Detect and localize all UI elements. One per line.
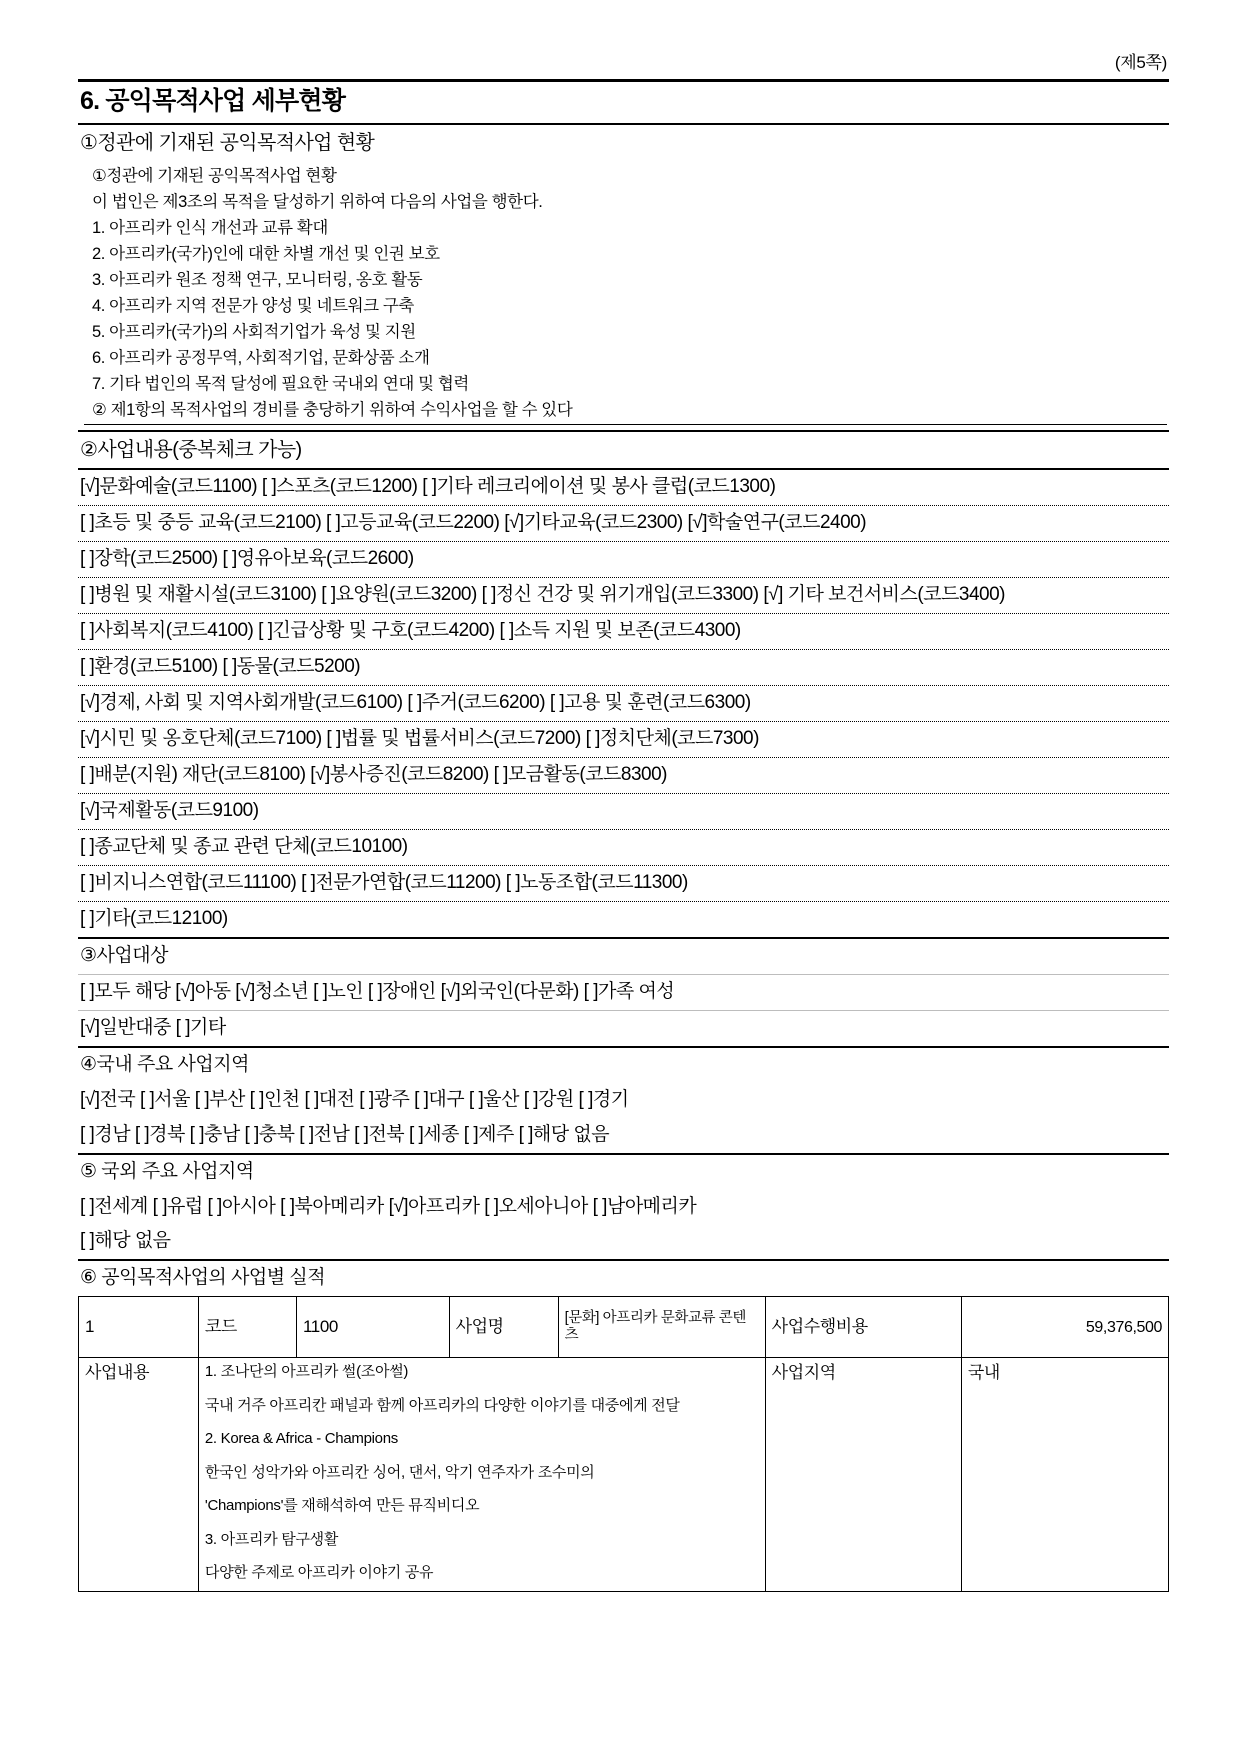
- section1-clause2: ② 제1항의 목적사업의 경비를 충당하기 위하여 수익사업을 할 수 있다: [84, 397, 1167, 425]
- section5-checkbox-row[interactable]: [ ]전세계 [ ]유럽 [ ]아시아 [ ]북아메리카 [√]아프리카 [ ]오세아니아 [ ]남아메리카: [80, 1195, 697, 1217]
- section3-heading: ③사업대상: [78, 939, 1169, 975]
- code-value-cell: 1100: [296, 1297, 449, 1358]
- page-marker: (제5쪽): [1114, 53, 1167, 72]
- detail-paragraph: 1. 조나단의 아프리카 썰(조아썰): [204, 1363, 409, 1381]
- section4-checkbox-row[interactable]: [√]전국 [ ]서울 [ ]부산 [ ]인천 [ ]대전 [ ]광주 [ ]대구 [ ]울산 [ ]강원 [ ]경기: [80, 1088, 629, 1110]
- section1-item: 4. 아프리카 지역 전문가 양성 및 네트워크 구축: [92, 296, 414, 315]
- section3-checkbox-row[interactable]: [ ]모두 해당 [√]아동 [√]청소년 [ ]노인 [ ]장애인 [√]외국인(다문화) [ ]가족 여성: [78, 975, 1169, 1011]
- code-label-cell: 코드: [198, 1297, 296, 1358]
- section2-checkbox-row[interactable]: [ ]배분(지원) 재단(코드8100) [√]봉사증진(코드8200) [ ]모금활동(코드8300): [78, 758, 1169, 794]
- section2-checkbox-row[interactable]: [√]국제활동(코드9100): [78, 794, 1169, 830]
- section4-heading: ④국내 주요 사업지역: [80, 1053, 249, 1075]
- detail-content-cell: [198, 1358, 765, 1592]
- section1-item: 3. 아프리카 원조 정책 연구, 모니터링, 옹호 활동: [92, 270, 423, 289]
- name-label-cell: 사업명: [449, 1297, 558, 1358]
- detail-paragraph: 'Champions'를 재해석하여 만든 뮤직비디오: [204, 1497, 480, 1515]
- section2-checkbox-row[interactable]: [ ]병원 및 재활시설(코드3100) [ ]요양원(코드3200) [ ]정신 건강 및 위기개입(코드3300) [√] 기타 보건서비스(코드3400): [78, 578, 1169, 614]
- section2-checkbox-row[interactable]: [√]경제, 사회 및 지역사회개발(코드6100) [ ]주거(코드6200) [ ]고용 및 훈련(코드6300): [78, 686, 1169, 722]
- row-number-cell: 1: [79, 1297, 199, 1358]
- section2-checkbox-row[interactable]: [ ]장학(코드2500) [ ]영유아보육(코드2600): [78, 542, 1169, 578]
- cost-label-cell: 사업수행비용: [765, 1297, 961, 1358]
- section1-item: 6. 아프리카 공정무역, 사회적기업, 문화상품 소개: [92, 348, 430, 367]
- region-value-cell: 국내: [961, 1358, 1168, 1592]
- section2-checkbox-row[interactable]: [√]시민 및 옹호단체(코드7100) [ ]법률 및 법률서비스(코드7200) [ ]정치단체(코드7300): [78, 722, 1169, 758]
- detail-paragraph: 한국인 성악가와 아프리칸 싱어, 댄서, 악기 연주자가 조수미의: [204, 1463, 595, 1481]
- section2-checkbox-row[interactable]: [ ]사회복지(코드4100) [ ]긴급상황 및 구호(코드4200) [ ]소득 지원 및 보존(코드4300): [78, 614, 1169, 650]
- section5-heading: ⑤ 국외 주요 사업지역: [80, 1160, 254, 1182]
- detail-paragraph: 다양한 주제로 아프리카 이야기 공유: [204, 1564, 434, 1582]
- section2-heading: ②사업내용(중복체크 가능): [78, 432, 1169, 470]
- section5-checkbox-row[interactable]: [ ]해당 없음: [78, 1224, 1169, 1261]
- performance-table: [78, 1296, 1169, 1592]
- section1-item: 1. 아프리카 인식 개선과 교류 확대: [92, 218, 328, 237]
- section1-statement-block: [78, 161, 1169, 433]
- section2-checkbox-row[interactable]: [√]문화예술(코드1100) [ ]스포츠(코드1200) [ ]기타 레크리에이션 및 봉사 클럽(코드1300): [78, 470, 1169, 506]
- region-label-cell: 사업지역: [765, 1358, 961, 1592]
- table-row: [79, 1297, 1169, 1358]
- section2-checkbox-row[interactable]: [ ]환경(코드5100) [ ]동물(코드5200): [78, 650, 1169, 686]
- section1-item: 7. 기타 법인의 목적 달성에 필요한 국내외 연대 및 협력: [92, 375, 469, 393]
- section6-heading: ⑥ 공익목적사업의 사업별 실적: [80, 1267, 326, 1289]
- section1-intro: 이 법인은 제3조의 목적을 달성하기 위하여 다음의 사업을 행한다.: [92, 192, 543, 211]
- section2-checkbox-row[interactable]: [ ]초등 및 중등 교육(코드2100) [ ]고등교육(코드2200) [√]기타교육(코드2300) [√]학술연구(코드2400): [78, 506, 1169, 542]
- detail-paragraph: 2. Korea & Africa - Champions: [204, 1430, 398, 1448]
- page-title-wrap: [78, 79, 1169, 125]
- page-title: 6. 공익목적사업 세부현황: [80, 87, 346, 115]
- section1-item: 5. 아프리카(국가)의 사회적기업가 육성 및 지원: [92, 322, 416, 341]
- section2-checkbox-row[interactable]: [ ]종교단체 및 종교 관련 단체(코드10100): [78, 830, 1169, 866]
- section1-subheading: ①정관에 기재된 공익목적사업 현황: [92, 166, 337, 185]
- section3-checkbox-row[interactable]: [√]일반대중 [ ]기타: [78, 1011, 1169, 1048]
- table-row: [79, 1358, 1169, 1592]
- detail-paragraph: 국내 거주 아프리칸 패널과 함께 아프리카의 다양한 이야기를 대중에게 전달: [204, 1396, 680, 1414]
- section4-checkbox-row[interactable]: [ ]경남 [ ]경북 [ ]충남 [ ]충북 [ ]전남 [ ]전북 [ ]세종 [ ]제주 [ ]해당 없음: [78, 1118, 1169, 1155]
- detail-paragraph: 3. 아프리카 탐구생활: [204, 1530, 339, 1548]
- section1-heading: ①정관에 기재된 공익목적사업 현황: [80, 131, 375, 154]
- detail-label-cell: 사업내용: [79, 1358, 199, 1592]
- name-value-cell: [문화] 아프리카 문화교류 콘텐츠: [558, 1297, 765, 1358]
- section2-checkbox-row[interactable]: [ ]기타(코드12100): [78, 902, 1169, 939]
- cost-value-cell: 59,376,500: [961, 1297, 1168, 1358]
- section2-checkbox-row[interactable]: [ ]비지니스연합(코드11100) [ ]전문가연합(코드11200) [ ]노동조합(코드11300): [78, 866, 1169, 902]
- section1-item: 2. 아프리카(국가)인에 대한 차별 개선 및 인권 보호: [92, 244, 440, 263]
